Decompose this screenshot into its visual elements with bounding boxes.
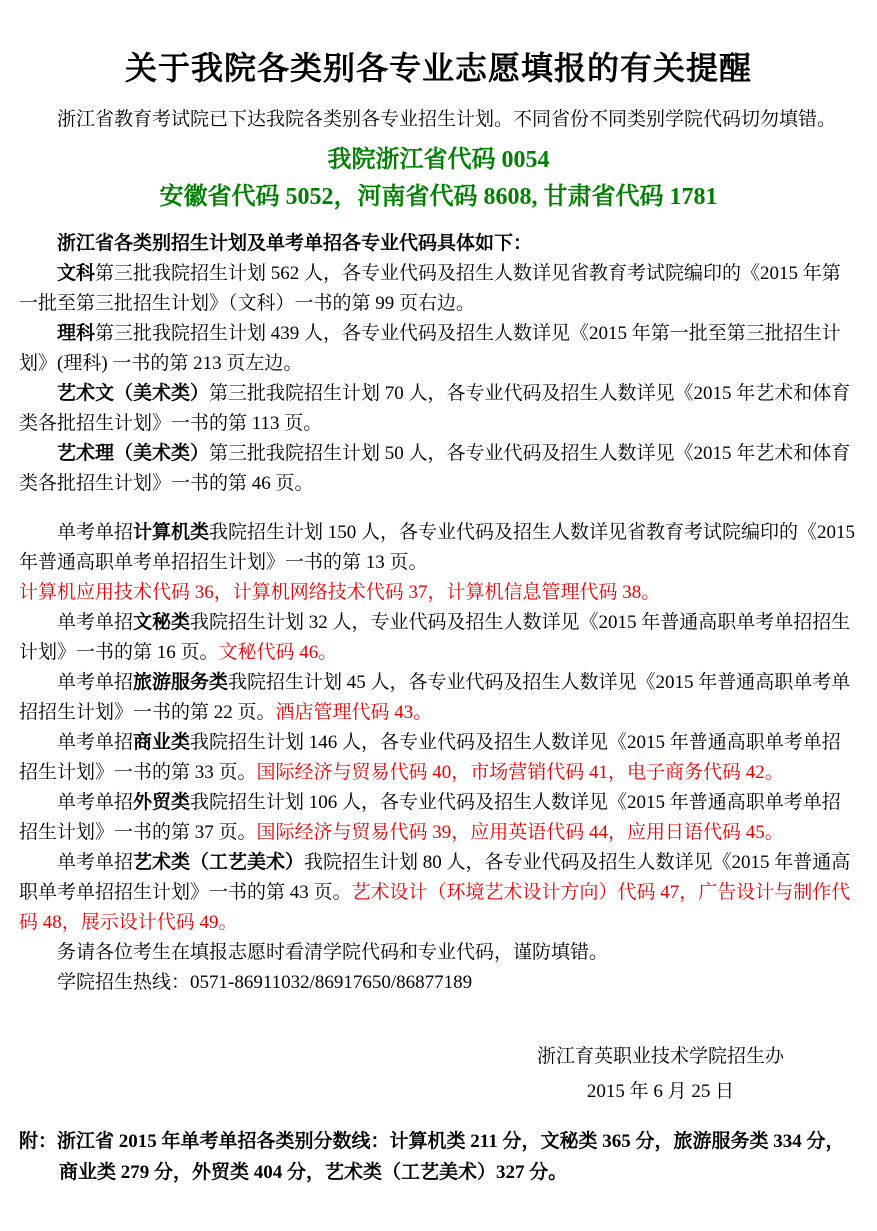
text-run-normal: 第三批我院招生计划 50 人，各专业代码及招生人数详见《2015 年艺术和体育类各批招生计划》一书的第 46 页。 bbox=[19, 443, 851, 494]
text-run-bold: 文秘类 bbox=[133, 612, 191, 633]
text-run-normal: 单考单招 bbox=[57, 672, 134, 693]
para-shangye bbox=[19, 728, 858, 788]
text-run-red: 国际经济与贸易代码 39，应用英语代码 44，应用日语代码 45。 bbox=[256, 822, 784, 843]
text-run-bold: 理科 bbox=[57, 323, 96, 344]
text-run-normal: 我院招生计划 150 人，各专业代码及招生人数详见省教育考试院编印的《2015 年普通高职单考单招招生计划》一书的第 13 页。 bbox=[19, 522, 856, 573]
text-run-normal: 第三批我院招生计划 439 人，各专业代码及招生人数详见《2015 年第一批至第三批招生计划》(理科) 一书的第 213 页左边。 bbox=[19, 323, 841, 374]
page-title: 关于我院各类别各专业志愿填报的有关提醒 bbox=[124, 50, 752, 86]
text-run-red: 国际经济与贸易代码 40，市场营销代码 41，电子商务代码 42。 bbox=[256, 762, 784, 783]
para-jisuanji bbox=[19, 518, 858, 578]
text-run-normal: 我院招生计划 45 人，各专业代码及招生人数详见《2015 年普通高职单考单招招生计划》一书的第 22 页。 bbox=[19, 672, 851, 723]
text-run-bold: 旅游服务类 bbox=[133, 672, 229, 693]
text-run-normal: 单考单招 bbox=[57, 792, 134, 813]
text-run-normal: 单考单招 bbox=[57, 732, 134, 753]
text-run-red: 计算机应用技术代码 36，计算机网络技术代码 37，计算机信息管理代码 38。 bbox=[19, 582, 661, 603]
signature-block bbox=[537, 1039, 784, 1109]
text-run-bold: 艺术理（美术类） bbox=[57, 443, 210, 464]
text-run-normal: 我院招生计划 32 人，专业代码及招生人数详见《2015 年普通高职单考单招招生计划》一书的第 16 页。 bbox=[19, 612, 851, 663]
para-wenke bbox=[19, 259, 858, 319]
para-jisuanji-codes bbox=[19, 578, 858, 608]
text-run-normal: 我院招生计划 146 人，各专业代码及招生人数详见《2015 年普通高职单考单招招生计划》一书的第 33 页。 bbox=[19, 732, 841, 783]
para-yishulei bbox=[19, 848, 858, 938]
text-run-normal: 我院招生计划 80 人，各专业代码及招生人数详见《2015 年普通高职单考单招招生计划》一书的第 43 页。 bbox=[19, 852, 851, 903]
para-hotline bbox=[19, 968, 858, 998]
province-codes-block bbox=[19, 142, 858, 216]
text-run-normal: 第三批我院招生计划 562 人，各专业代码及招生人数详见省教育考试院编印的《2015 年第一批至第三批招生计划》（文科）一书的第 99 页右边。 bbox=[19, 263, 841, 314]
intro-paragraph: 浙江省教育考试院已下达我院各类别各专业招生计划。不同省份不同类别学院代码切勿填错。 bbox=[57, 109, 837, 130]
text-run-bold: 文科 bbox=[57, 263, 96, 284]
section-heading: 浙江省各类别招生计划及单考单招各专业代码具体如下： bbox=[57, 233, 533, 254]
text-run-red: 酒店管理代码 43。 bbox=[275, 702, 433, 723]
text-run-normal: 第三批我院招生计划 70 人，各专业代码及招生人数详见《2015 年艺术和体育类各批招生计划》一书的第 113 页。 bbox=[19, 383, 851, 434]
text-run-bold: 商业类 bbox=[133, 732, 191, 753]
appendix-paragraph bbox=[19, 1126, 858, 1188]
text-run-bold: 计算机类 bbox=[133, 522, 210, 543]
province-code-zhejiang: 我院浙江省代码 0054 bbox=[327, 147, 550, 173]
para-lvyou bbox=[19, 668, 858, 728]
text-run-normal: 单考单招 bbox=[57, 612, 134, 633]
para-waimao bbox=[19, 788, 858, 848]
appendix-label: 附： bbox=[19, 1131, 58, 1152]
text-run-normal: 务请各位考生在填报志愿时看清学院代码和专业代码，谨防填错。 bbox=[57, 942, 609, 963]
province-code-others: 安徽省代码 5052，河南省代码 8608, 甘肃省代码 1781 bbox=[159, 184, 718, 210]
text-run-bold: 艺术文（美术类） bbox=[57, 383, 210, 404]
para-wenmi bbox=[19, 608, 858, 668]
appendix-text: 浙江省 2015 年单考单招各类别分数线：计算机类 211 分，文秘类 365 分，旅游服务类 334 分，商业类 279 分，外贸类 404 分，艺术类（工艺美术）327 分。 bbox=[57, 1131, 845, 1183]
signature-org: 浙江育英职业技术学院招生办 bbox=[536, 1046, 784, 1067]
text-run-normal: 单考单招 bbox=[57, 852, 134, 873]
body-paragraphs bbox=[19, 259, 858, 998]
text-run-red: 文秘代码 46。 bbox=[218, 642, 338, 663]
text-run-bold: 外贸类 bbox=[133, 792, 191, 813]
text-run-normal: 学院招生热线：0571-86911032/86917650/86877189 bbox=[57, 972, 473, 993]
para-yishuwen bbox=[19, 379, 858, 439]
signature-date: 2015 年 6 月 25 日 bbox=[586, 1081, 735, 1102]
text-run-normal: 我院招生计划 106 人，各专业代码及招生人数详见《2015 年普通高职单考单招招生计划》一书的第 37 页。 bbox=[19, 792, 841, 843]
para-wuqing bbox=[19, 938, 858, 968]
text-run-normal: 单考单招 bbox=[57, 522, 134, 543]
para-like bbox=[19, 319, 858, 379]
text-run-red: 艺术设计（环境艺术设计方向）代码 47，广告设计与制作代码 48，展示设计代码 49。 bbox=[19, 882, 851, 933]
para-yishuli bbox=[19, 439, 858, 499]
text-run-bold: 艺术类（工艺美术） bbox=[133, 852, 305, 873]
